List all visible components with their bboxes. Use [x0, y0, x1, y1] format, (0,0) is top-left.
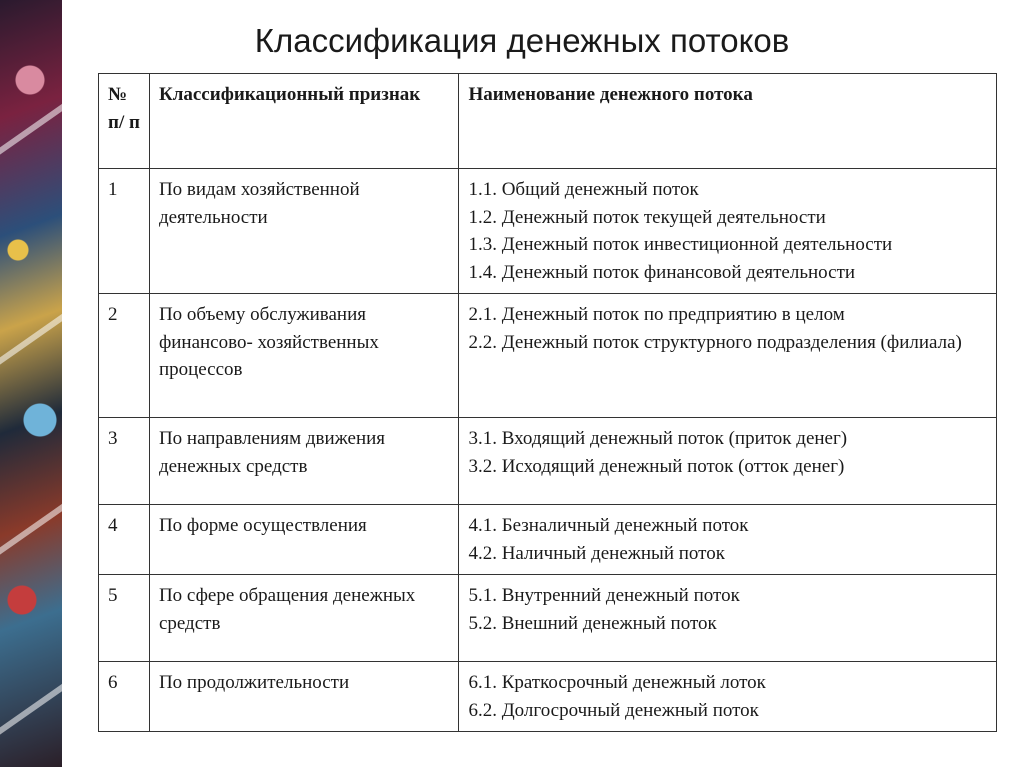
table-row [99, 294, 997, 418]
header-criterion: Классификационный признак [149, 74, 459, 169]
flow-item: 1.2. Денежный поток текущей деятельности [468, 206, 826, 228]
flow-item: 3.1. Входящий денежный поток (приток денег) [468, 428, 848, 449]
row-criterion: По видам хозяйственной деятельности [149, 169, 459, 294]
flow-item: 1.3. Денежный поток инвестиционной деятельности [468, 234, 893, 255]
classification-table [98, 73, 997, 732]
flow-item: 4.1. Безналичный денежный поток [468, 515, 749, 536]
flow-item: 1.4. Денежный поток финансовой деятельности [468, 261, 856, 283]
row-items [459, 418, 997, 505]
table-row [99, 418, 997, 505]
row-criterion: По форме осуществления [149, 505, 459, 575]
flow-item: 2.1. Денежный поток по предприятию в целом [468, 304, 845, 325]
flow-item: 6.1. Краткосрочный денежный лоток [468, 672, 766, 693]
decorative-side-artwork [0, 0, 62, 767]
header-flow-name: Наименование денежного потока [459, 74, 997, 169]
row-number: 4 [99, 505, 150, 575]
row-items [459, 575, 997, 662]
row-criterion: По объему обслуживания финансово- хозяйственных процессов [149, 294, 459, 418]
row-items [459, 169, 997, 294]
row-number: 5 [99, 575, 150, 662]
row-criterion: По направлениям движения денежных средств [149, 418, 459, 505]
flow-item: 5.2. Внешний денежный поток [468, 612, 717, 634]
row-number: 2 [99, 294, 150, 418]
table-header-row [99, 74, 997, 169]
row-items [459, 662, 997, 732]
row-items [459, 294, 997, 418]
row-number: 6 [99, 662, 150, 732]
flow-item: 6.2. Долгосрочный денежный поток [468, 699, 759, 721]
table-row [99, 575, 997, 662]
table-row [99, 169, 997, 294]
page-title: Классификация денежных потоков [254, 22, 790, 59]
row-criterion: По сфере обращения денежных средств [149, 575, 459, 662]
flow-item: 4.2. Наличный денежный поток [468, 542, 725, 564]
table-row [99, 505, 997, 575]
row-number: 3 [99, 418, 150, 505]
row-number: 1 [99, 169, 150, 294]
flow-item: 5.1. Внутренний денежный поток [468, 585, 740, 606]
row-criterion: По продолжительности [149, 662, 459, 732]
header-number: № п/ п [99, 74, 150, 169]
flow-item: 2.2. Денежный поток структурного подразделения (филиала) [468, 331, 962, 353]
flow-item: 1.1. Общий денежный поток [468, 179, 699, 200]
row-items [459, 505, 997, 575]
table-row [99, 662, 997, 732]
flow-item: 3.2. Исходящий денежный поток (отток денег) [468, 455, 845, 477]
